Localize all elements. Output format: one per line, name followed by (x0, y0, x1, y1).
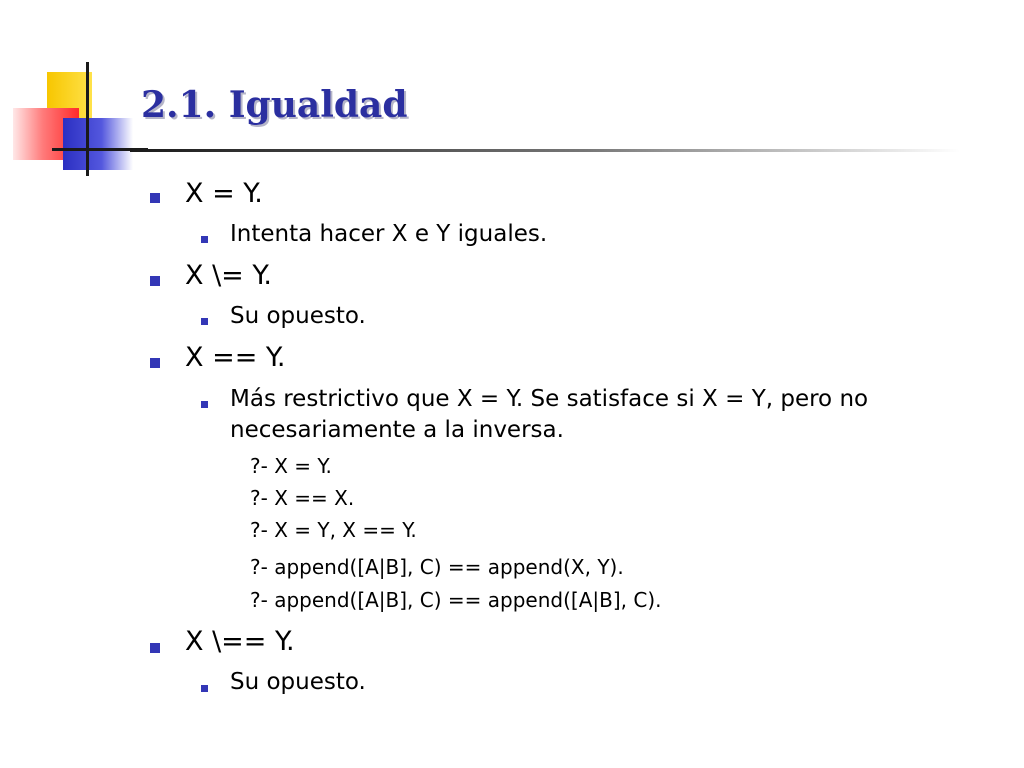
bullet-icon (150, 193, 160, 203)
sub-bullet-icon (201, 685, 208, 692)
sub-list-item-label: Más restrictivo que X = Y. Se satisface si X = Y, pero no (230, 386, 869, 412)
sub-list-item (230, 221, 547, 247)
sub-list-item-label: Su opuesto. (230, 303, 366, 329)
logo-vertical-line (86, 62, 89, 176)
code-example-text: ?- append([A|B], C) == append([A|B], C). (250, 588, 662, 612)
decorative-logo-icon (0, 0, 150, 190)
logo-blue-square (63, 118, 133, 170)
list-item (185, 342, 286, 373)
sub-list-item (230, 386, 868, 412)
sub-list-item-label: necesariamente a la inversa. (230, 417, 564, 443)
code-example (250, 454, 332, 478)
list-item-label: X \= Y. (185, 260, 272, 291)
code-example-text: ?- append([A|B], C) == append(X, Y). (250, 555, 624, 579)
bullet-icon (150, 276, 160, 286)
sub-bullet-icon (201, 318, 208, 325)
code-example-text: ?- X = Y. (250, 454, 332, 478)
code-example-text: ?- X = Y, X == Y. (250, 518, 417, 542)
sub-list-item-label: Su opuesto. (230, 669, 366, 695)
sub-list-item-label: Intenta hacer X e Y iguales. (230, 221, 548, 247)
code-example (250, 588, 661, 612)
list-item-label: X \== Y. (185, 626, 295, 657)
sub-list-item (230, 303, 366, 329)
sub-list-item-continuation (230, 417, 564, 443)
bullet-icon (150, 643, 160, 653)
sub-bullet-icon (201, 401, 208, 408)
bullet-icon (150, 358, 160, 368)
list-item (185, 260, 272, 291)
code-example (250, 518, 417, 542)
list-item (185, 626, 295, 657)
code-example (250, 555, 624, 579)
code-example (250, 486, 354, 510)
title-divider (130, 149, 960, 152)
code-example-text: ?- X == X. (250, 486, 355, 510)
slide-title: 2.1. Igualdad (141, 84, 408, 126)
list-item (185, 178, 263, 209)
list-item-label: X = Y. (185, 178, 263, 209)
list-item-label: X == Y. (185, 342, 286, 373)
sub-list-item (230, 669, 366, 695)
sub-bullet-icon (201, 236, 208, 243)
